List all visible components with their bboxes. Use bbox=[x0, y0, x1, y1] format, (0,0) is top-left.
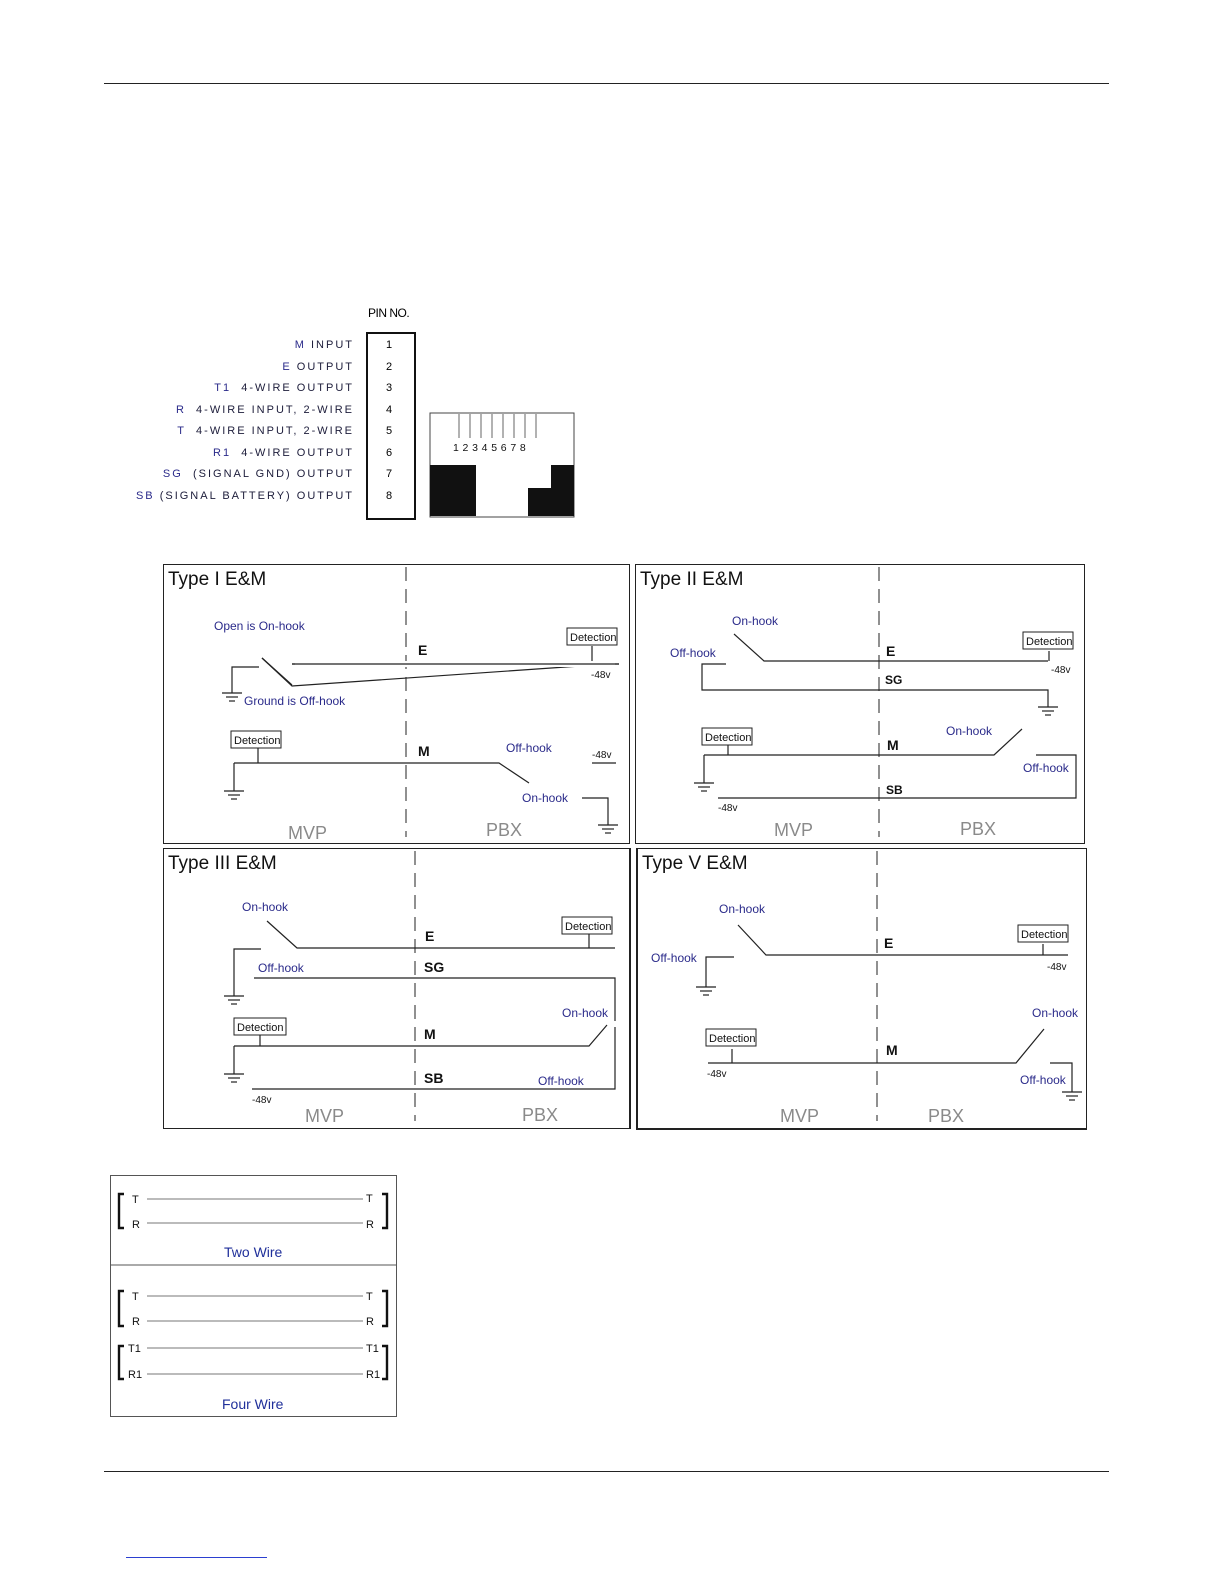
sb-lead-label: SB bbox=[424, 1070, 444, 1086]
panel-type-2 bbox=[635, 564, 1085, 844]
on-hook-label: On-hook bbox=[719, 902, 766, 916]
pin-number: 7 bbox=[385, 468, 393, 480]
on-hook-label: On-hook bbox=[732, 614, 779, 628]
pin-number: 5 bbox=[385, 425, 393, 437]
four-wire-t-right: T bbox=[366, 1291, 373, 1303]
e-lead-label: E bbox=[425, 928, 435, 944]
pin-label: E OUTPUT bbox=[282, 361, 354, 373]
off-hook-label: Off-hook bbox=[670, 646, 716, 660]
e-lead-label: E bbox=[884, 935, 894, 951]
off-hook-label: Off-hook bbox=[538, 1074, 584, 1088]
off-hook-label: Off-hook bbox=[506, 741, 552, 755]
panel-type-3 bbox=[163, 848, 631, 1129]
voltage-label: -48v bbox=[718, 803, 738, 814]
pbx-label: PBX bbox=[960, 819, 997, 839]
pin-number: 1 bbox=[385, 339, 393, 351]
four-wire-caption: Four Wire bbox=[222, 1396, 284, 1412]
pbx-label: PBX bbox=[486, 820, 523, 840]
panel-type-1 bbox=[163, 564, 630, 844]
detection-label: Detection bbox=[1026, 636, 1073, 648]
pin-header: PIN NO. bbox=[368, 306, 410, 320]
jack-pin-numbers: 1 2 3 4 5 6 7 8 bbox=[453, 442, 527, 454]
panel-title: Type III E&M bbox=[168, 853, 277, 874]
pin-number: 4 bbox=[385, 404, 393, 416]
ground-off-hook-label: Ground is Off-hook bbox=[244, 694, 346, 708]
e-lead-label: E bbox=[886, 643, 896, 659]
m-lead-label: M bbox=[418, 743, 430, 759]
sg-lead-label: SG bbox=[424, 959, 445, 975]
four-wire-r1-right: R1 bbox=[366, 1369, 381, 1381]
voltage-label: -48v bbox=[1047, 962, 1067, 973]
pin-label: SB (SIGNAL BATTERY) OUTPUT bbox=[135, 490, 354, 502]
open-on-hook-label: Open is On-hook bbox=[214, 619, 305, 633]
pin-label: T1 4-WIRE OUTPUT bbox=[214, 382, 354, 394]
panel-title: Type I E&M bbox=[168, 569, 267, 590]
detection-label: Detection bbox=[705, 732, 752, 744]
pin-label: R1 4-WIRE OUTPUT bbox=[213, 447, 354, 459]
voltage-label: -48v bbox=[1051, 665, 1071, 676]
voltage-label: -48v bbox=[591, 670, 611, 681]
detection-label: Detection bbox=[565, 921, 612, 933]
panel-title: Type II E&M bbox=[640, 569, 744, 590]
pin-number: 2 bbox=[385, 361, 393, 373]
detection-label: Detection bbox=[1021, 929, 1068, 941]
pbx-label: PBX bbox=[928, 1106, 965, 1126]
on-hook-label: On-hook bbox=[1032, 1006, 1079, 1020]
two-four-wire-diagram bbox=[110, 1175, 397, 1417]
pbx-label: PBX bbox=[522, 1105, 559, 1125]
two-wire-caption: Two Wire bbox=[224, 1244, 283, 1260]
voltage-label: -48v bbox=[252, 1095, 272, 1106]
panel-type-5 bbox=[636, 848, 1087, 1130]
pin-number: 3 bbox=[385, 382, 393, 394]
m-lead-label: M bbox=[886, 1042, 898, 1058]
pin-label: M INPUT bbox=[294, 339, 354, 351]
mvp-label: MVP bbox=[288, 823, 328, 843]
four-wire-r-right: R bbox=[366, 1316, 374, 1328]
detection-label: Detection bbox=[237, 1022, 284, 1034]
sg-lead-label: SG bbox=[885, 673, 903, 687]
detection-label: Detection bbox=[234, 735, 281, 747]
pin-label: T 4-WIRE INPUT, 2-WIRE bbox=[177, 425, 354, 437]
two-wire-r-left: R bbox=[132, 1219, 140, 1231]
detection-label: Detection bbox=[709, 1033, 756, 1045]
off-hook-label: Off-hook bbox=[1023, 761, 1069, 775]
two-wire-t-left: T bbox=[132, 1194, 139, 1206]
m-lead-label: M bbox=[424, 1026, 436, 1042]
voltage-label: -48v bbox=[592, 750, 612, 761]
four-wire-r-left: R bbox=[132, 1316, 140, 1328]
four-wire-t1-right: T1 bbox=[366, 1343, 379, 1355]
on-hook-label: On-hook bbox=[242, 900, 289, 914]
footer-link-underline[interactable] bbox=[126, 1557, 267, 1558]
mvp-label: MVP bbox=[305, 1106, 345, 1126]
two-wire-r-right: R bbox=[366, 1219, 374, 1231]
bottom-rule bbox=[104, 1471, 1109, 1472]
top-rule bbox=[104, 83, 1109, 84]
four-wire-t1-left: T1 bbox=[128, 1343, 141, 1355]
mvp-label: MVP bbox=[780, 1106, 820, 1126]
panel-title: Type V E&M bbox=[642, 853, 748, 874]
off-hook-label: Off-hook bbox=[258, 961, 304, 975]
pin-label: SG (SIGNAL GND) OUTPUT bbox=[162, 468, 354, 480]
off-hook-label: Off-hook bbox=[1020, 1073, 1066, 1087]
sb-lead-label: SB bbox=[886, 783, 903, 797]
detection-label: Detection bbox=[570, 632, 617, 644]
off-hook-label: Off-hook bbox=[651, 951, 697, 965]
four-wire-t-left: T bbox=[132, 1291, 139, 1303]
pin-number: 6 bbox=[385, 447, 393, 459]
pin-number: 8 bbox=[385, 490, 393, 502]
pin-label: R 4-WIRE INPUT, 2-WIRE bbox=[175, 404, 354, 416]
voltage-label: -48v bbox=[707, 1069, 727, 1080]
m-lead-label: M bbox=[887, 737, 899, 753]
on-hook-label: On-hook bbox=[522, 791, 569, 805]
two-wire-t-right: T bbox=[366, 1193, 373, 1205]
rj-jack-icon bbox=[429, 412, 575, 518]
e-lead-label: E bbox=[418, 642, 428, 658]
mvp-label: MVP bbox=[774, 820, 814, 840]
on-hook-label: On-hook bbox=[946, 724, 993, 738]
on-hook-label: On-hook bbox=[562, 1006, 609, 1020]
four-wire-r1-left: R1 bbox=[128, 1369, 143, 1381]
